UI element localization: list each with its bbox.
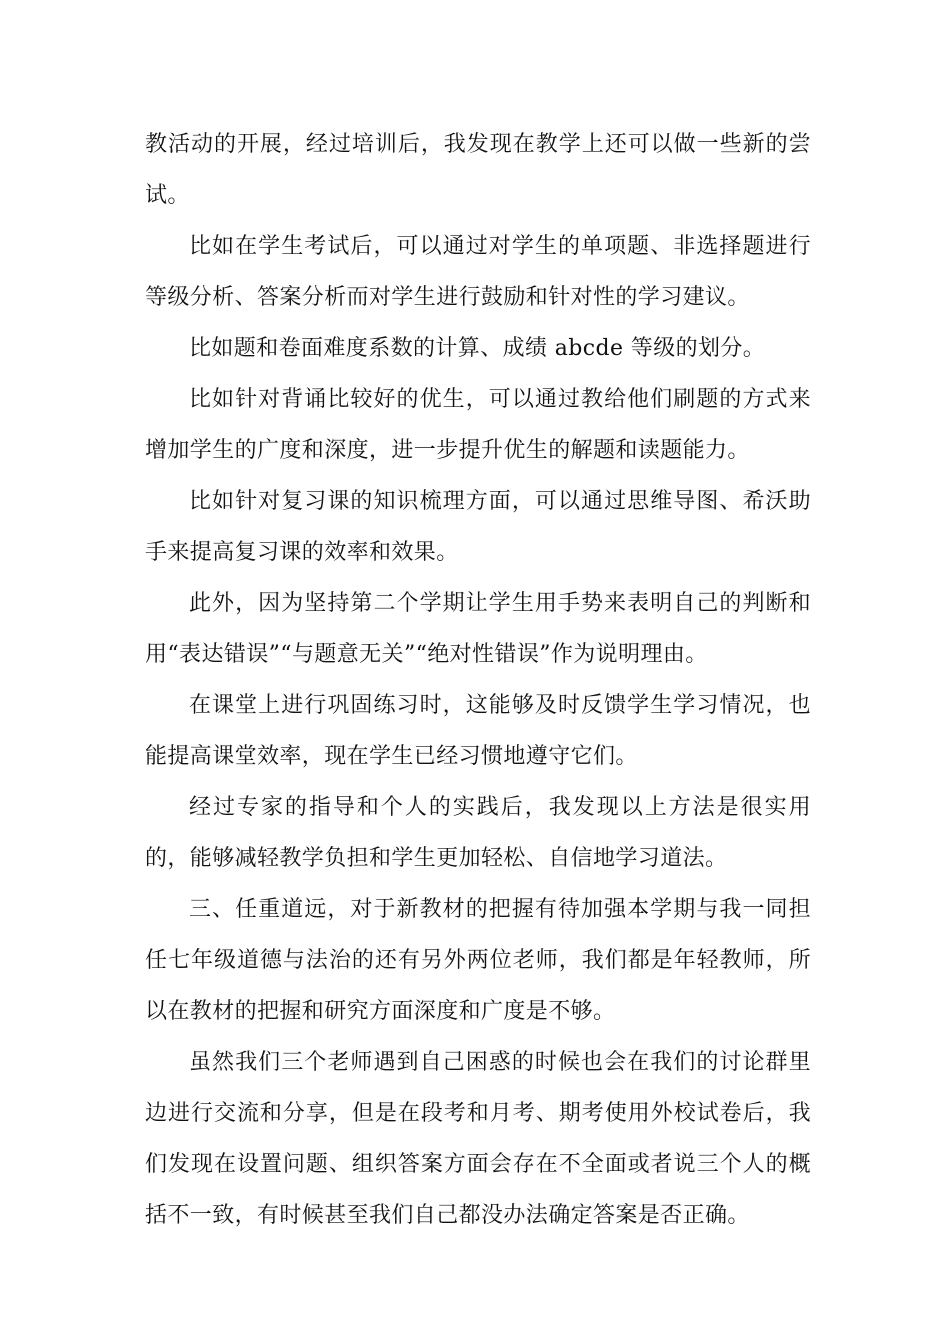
- paragraph-2: 比如在学生考试后，可以通过对学生的单项题、非选择题进行等级分析、答案分析而对学生进行鼓励和针对性的学习建议。: [145, 234, 811, 310]
- document-body: [145, 119, 811, 1241]
- paragraph-6: 此外，因为坚持第二个学期让学生用手势来表明自己的判断和用“表达错误”“与题意无关”“绝对性错误”作为说明理由。: [145, 591, 811, 667]
- paragraph-3: 比如题和卷面难度系数的计算、成绩 abcde 等级的划分。: [189, 336, 766, 361]
- paragraph-9: 三、任重道远，对于新教材的把握有待加强本学期与我一同担任七年级道德与法治的还有另外两位老师，我们都是年轻教师，所以在教材的把握和研究方面深度和广度是不够。: [145, 897, 811, 1024]
- paragraph-1: 教活动的开展，经过培训后，我发现在教学上还可以做一些新的尝试。: [145, 132, 811, 208]
- paragraph-10: 虽然我们三个老师遇到自己困惑的时候也会在我们的讨论群里边进行交流和分享，但是在段考和月考、期考使用外校试卷后，我们发现在设置问题、组织答案方面会存在不全面或者说三个人的概括不一致，有时候甚至我们自己都没办法确定答案是否正确。: [145, 1050, 811, 1228]
- paragraph-5: 比如针对复习课的知识梳理方面，可以通过思维导图、希沃助手来提高复习课的效率和效果。: [145, 489, 811, 565]
- paragraph-8: 经过专家的指导和个人的实践后，我发现以上方法是很实用的，能够减轻教学负担和学生更加轻松、自信地学习道法。: [145, 795, 811, 871]
- paragraph-7: 在课堂上进行巩固练习时，这能够及时反馈学生学习情况，也能提高课堂效率，现在学生已经习惯地遵守它们。: [145, 693, 811, 769]
- paragraph-4: 比如针对背诵比较好的优生，可以通过教给他们刷题的方式来增加学生的广度和深度，进一步提升优生的解题和读题能力。: [145, 387, 811, 463]
